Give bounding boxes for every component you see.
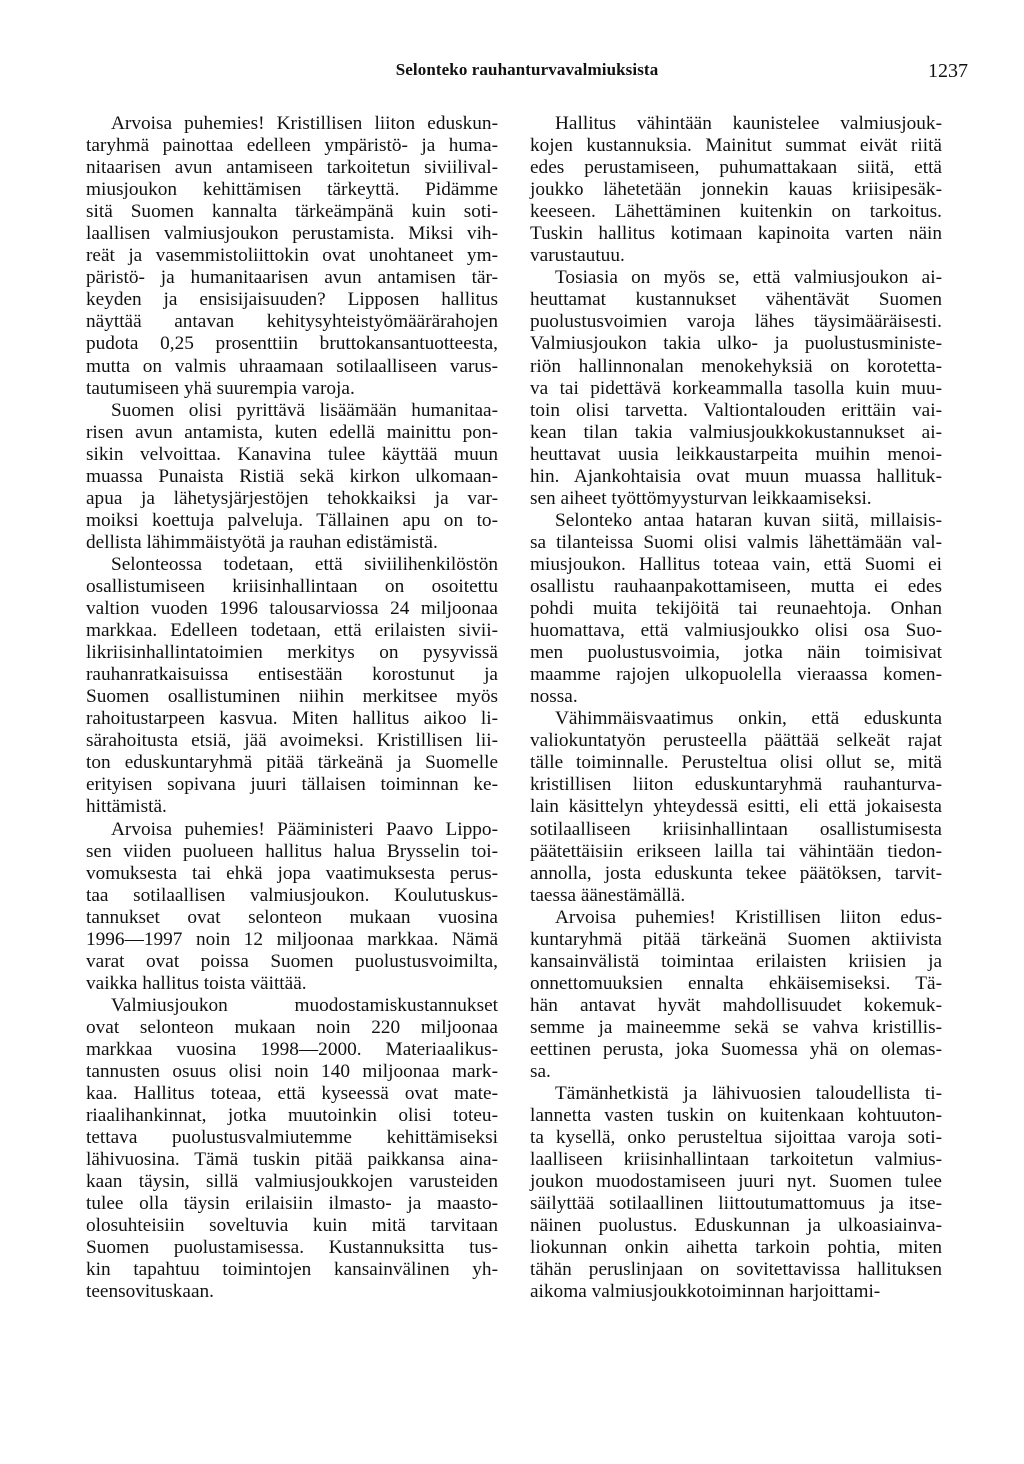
text-line: moiksi koettuja palveluja. Tällainen apu on to- xyxy=(86,509,498,531)
text-line: miusjoukon kehittämisen tärkeyttä. Pidämme xyxy=(86,179,498,201)
text-line: varat ovat poissa Suomen puolustusvoimilta, xyxy=(86,950,498,972)
text-line: sen viiden puolueen hallitus halua Brysselin toi- xyxy=(86,840,498,862)
text-line: muassa Punaista Ristiä sekä kirkon ulkomaan- xyxy=(86,465,498,487)
text-line: näinen puolustus. Eduskunnan ja ulkoasiainva- xyxy=(530,1215,942,1237)
text-line: Suomen olisi pyrittävä lisäämään humanitaa- xyxy=(111,399,498,421)
text-line: apua ja lähetysjärjestöjen tehokkaiksi ja var- xyxy=(86,487,498,509)
paragraph xyxy=(86,400,498,554)
text-line: päätettäisiin erikseen lailla tai vähintään tiedon- xyxy=(530,840,942,862)
paragraph xyxy=(530,1083,942,1303)
text-line: semme ja maineemme sekä se vahva kristillis- xyxy=(530,1016,942,1038)
text-line: dellista lähimmäistyötä ja rauhan edistämistä. xyxy=(86,531,438,553)
text-line: mutta on valmis uhraamaan sotilaalliseen varus- xyxy=(86,355,498,377)
paragraph xyxy=(530,708,942,906)
text-line: tannusten osuus olisi noin 140 miljoonaa mark- xyxy=(86,1061,498,1083)
text-line: taa sotilaallisen valmiusjoukon. Koulutuskus- xyxy=(86,884,498,906)
text-line: lain käsittelyn yhteydessä esitti, eli että jokaisesta xyxy=(530,796,942,818)
text-line: Arvoisa puhemies! Pääministeri Paavo Lippo- xyxy=(111,818,498,840)
text-line: Suomen puolustamisessa. Kustannuksitta tus- xyxy=(86,1237,498,1259)
text-line: keyden ja ensisijaisuuden? Lipposen hallitus xyxy=(86,289,498,311)
text-line: kean tilan takia valmiusjoukkokustannukset ai- xyxy=(530,421,942,443)
paragraph xyxy=(530,267,942,510)
text-line: Arvoisa puhemies! Kristillisen liiton edus- xyxy=(555,906,942,928)
text-line: Vähimmäisvaatimus onkin, että eduskunta xyxy=(555,708,942,730)
text-line: sitä Suomen kannalta tärkeämpänä kuin soti- xyxy=(86,201,498,223)
text-line: säilyttää sotilaallinen liittoutumattomuus ja itse- xyxy=(530,1193,942,1215)
left-column xyxy=(86,113,498,1304)
text-line: Tuskin hallitus kotimaan kapinoita varten näin xyxy=(530,223,942,245)
text-line: ovat selonteon mukaan noin 220 miljoonaa xyxy=(86,1016,498,1038)
text-line: vaikka hallitus toista väittää. xyxy=(86,972,307,994)
text-line: valiokuntatyön perusteella päättää selkeät rajat xyxy=(530,730,942,752)
text-line: Valmiusjoukon muodostamiskustannukset xyxy=(111,994,498,1016)
text-line: taessa äänestämällä. xyxy=(530,884,686,906)
text-line: joukon muodostamiseen juuri nyt. Suomen tulee xyxy=(530,1171,942,1193)
text-line: kaa. Hallitus toteaa, että kyseessä ovat mate- xyxy=(86,1083,498,1105)
text-line: va tai pidettävä korkeammalla tasolla kuin muu- xyxy=(530,377,942,399)
text-line: lähivuosina. Tämä tuskin pitää paikkansa aina- xyxy=(86,1149,498,1171)
text-line: kuntaryhmä pitää tärkeänä Suomen aktiivista xyxy=(530,928,942,950)
text-line: sa tilanteissa Suomi olisi valmis lähettämään val- xyxy=(530,531,942,553)
text-line: sotilaalliseen kriisinhallintaan osallistumisesta xyxy=(530,818,942,840)
text-line: olosuhteisiin soveltuvia kuin mitä tarvitaan xyxy=(86,1215,498,1237)
text-line: liokunnan onkin aihetta tarkoin pohtia, miten xyxy=(530,1237,942,1259)
text-line: sen aiheet työttömyysturvan leikkaamiseksi. xyxy=(530,487,872,509)
text-line: heuttavat uusia leikkaustarpeita muihin menoi- xyxy=(530,443,942,465)
paragraph xyxy=(86,995,498,1304)
text-line: riön hallinnonalan menokehyksiä on korotetta- xyxy=(530,355,942,377)
text-line: lannetta vasten tuskin on kuitenkaan kohtuuton- xyxy=(530,1105,942,1127)
text-line: heuttamat kustannukset vähentävät Suomen xyxy=(530,289,942,311)
text-line: markkaa vuosina 1998—2000. Materiaalikus- xyxy=(86,1038,498,1060)
text-line: osallistu rauhaanpakottamiseen, mutta ei edes xyxy=(530,575,942,597)
text-line: kaan täysin, sillä valmiusjoukkojen varusteiden xyxy=(86,1171,498,1193)
text-line: rahoitustarpeen kasvua. Miten hallitus aikoo li- xyxy=(86,708,498,730)
text-line: Selonteossa todetaan, että siviilihenkilöstön xyxy=(111,553,498,575)
text-line: osallistumiseen kriisinhallintaan on osoitettu xyxy=(86,575,498,597)
text-line: 1996—1997 noin 12 miljoonaa markkaa. Nämä xyxy=(86,928,498,950)
text-line: Selonteko antaa hataran kuvan siitä, millaisis- xyxy=(555,509,942,531)
text-line: joukko lähetetään jonnekin kauas kriisipesäk- xyxy=(530,179,942,201)
text-line: rauhanratkaisuissa entisestään korostunut ja xyxy=(86,664,498,686)
text-line: Tosiasia on myös se, että valmiusjoukon ai- xyxy=(555,267,942,289)
text-line: toin olisi tarvetta. Valtiontalouden erittäin vai- xyxy=(530,399,942,421)
text-line: reät ja vasemmistoliittokin ovat unohtaneet ym- xyxy=(86,245,498,267)
text-line: Tämänhetkistä ja lähivuosien taloudellista ti- xyxy=(555,1083,942,1105)
paragraph xyxy=(86,113,498,400)
text-line: teensovituskaan. xyxy=(86,1281,214,1303)
text-line: tälle toiminnalle. Perusteltua olisi ollut se, mitä xyxy=(530,752,942,774)
text-line: sikin velvoittaa. Kanavina tulee käyttää muun xyxy=(86,443,498,465)
text-line: valtion vuoden 1996 talousarviossa 24 miljoonaa xyxy=(86,598,498,620)
text-line: edes perustamiseen, puhumattakaan siitä, että xyxy=(530,157,942,179)
paragraph xyxy=(86,554,498,819)
right-column xyxy=(530,113,942,1304)
page-header xyxy=(86,60,968,88)
page-number: 1237 xyxy=(928,60,968,82)
text-line: särahoitusta etsiä, jää avoimeksi. Kristillisen lii- xyxy=(86,730,498,752)
text-line: keeseen. Lähettäminen kuitenkin on tarkoitus. xyxy=(530,201,942,223)
text-line: tähän peruslinjaan on sovitettavissa hallituksen xyxy=(530,1259,942,1281)
text-line: hittämistä. xyxy=(86,796,167,818)
text-line: tettava puolustusvalmiutemme kehittämiseksi xyxy=(86,1127,498,1149)
text-line: taryhmä painottaa edelleen ympäristö- ja huma- xyxy=(86,135,498,157)
text-line: riaalihankinnat, jotka muutoinkin olisi toteu- xyxy=(86,1105,498,1127)
paragraph xyxy=(530,510,942,708)
text-line: nitaarisen avun antamiseen tarkoitetun siviilival- xyxy=(86,157,498,179)
text-line: men puolustusvoimia, jotka näin toimisivat xyxy=(530,642,942,664)
text-line: varustautuu. xyxy=(530,245,625,267)
text-line: tulee olla täysin erilaisiin ilmasto- ja maasto- xyxy=(86,1193,498,1215)
text-line: kristillisen liiton eduskuntaryhmä rauhanturva- xyxy=(530,774,942,796)
text-line: laallisen valmiusjoukon perustamista. Miksi vih- xyxy=(86,223,498,245)
paragraph xyxy=(530,113,942,267)
text-line: hin. Ajankohtaisia ovat muun muassa hallituk- xyxy=(530,465,942,487)
text-line: erityisen sopivana juuri tällaisen toiminnan ke- xyxy=(86,774,498,796)
text-line: ton eduskuntaryhmä pitää tärkeänä ja Suomelle xyxy=(86,752,498,774)
text-line: annolla, josta eduskunta tekee päätöksen, tarvit- xyxy=(530,862,942,884)
text-line: pudota 0,25 prosenttiin bruttokansantuotteesta, xyxy=(86,333,498,355)
text-line: Valmiusjoukon takia ulko- ja puolustusministe- xyxy=(530,333,942,355)
text-line: pohdi muita tekijöitä tai reunaehtoja. Onhan xyxy=(530,598,942,620)
text-line: nossa. xyxy=(530,686,578,708)
text-line: maamme rajojen ulkopuolella vieraassa komen- xyxy=(530,664,942,686)
text-line: miusjoukon. Hallitus toteaa vain, että Suomi ei xyxy=(530,553,942,575)
text-line: sa. xyxy=(530,1061,551,1083)
text-line: risen avun antamista, kuten edellä mainittu pon- xyxy=(86,421,498,443)
text-line: eettinen perusta, joka Suomessa yhä on olemas- xyxy=(530,1038,942,1060)
running-title: Selonteko rauhanturvavalmiuksista xyxy=(395,60,659,79)
text-line: Arvoisa puhemies! Kristillisen liiton eduskun- xyxy=(111,113,498,134)
text-line: onnettomuuksien ennalta ehkäisemiseksi. Tä- xyxy=(530,972,942,994)
text-line: tannukset ovat selonteon mukaan vuosina xyxy=(86,906,498,928)
text-line: tautumiseen yhä suurempia varoja. xyxy=(86,377,355,399)
text-line: huomattava, että valmiusjoukko olisi osa Suo- xyxy=(530,620,942,642)
text-line: markkaa. Edelleen todetaan, että erilaisten sivii- xyxy=(86,620,498,642)
paragraph xyxy=(530,907,942,1083)
text-line: likriisinhallintatoimien merkitys on pysyvissä xyxy=(86,642,498,664)
text-line: laalliseen kriisinhallintaan tarkoitetun valmius- xyxy=(530,1149,942,1171)
text-line: kojen kustannuksia. Mainitut summat eivät riitä xyxy=(530,135,942,157)
text-line: puolustusvoimien varoja lähes täysimääräisesti. xyxy=(530,311,942,333)
text-line: Hallitus vähintään kaunistelee valmiusjouk- xyxy=(555,113,942,134)
text-line: kin tapahtuu toimintojen kansainvälinen yh- xyxy=(86,1259,498,1281)
text-line: päristö- ja humanitaarisen avun antamisen tär- xyxy=(86,267,498,289)
text-line: kansainvälistä toimintaa erilaisten kriisien ja xyxy=(530,950,942,972)
text-line: Suomen osallistuminen niihin merkitsee myös xyxy=(86,686,498,708)
paragraph xyxy=(86,819,498,995)
text-line: näyttää antavan kehitysyhteistyömäärärahojen xyxy=(86,311,498,333)
text-line: vomuksesta tai ehkä jopa vaatimuksesta perus- xyxy=(86,862,498,884)
text-line: aikoma valmiusjoukkotoiminnan harjoittami- xyxy=(530,1281,881,1303)
text-line: hän antavat hyvät mahdollisuudet kokemuk- xyxy=(530,994,942,1016)
text-line: ta kysellä, onko perusteltua sijoittaa varoja soti- xyxy=(530,1127,942,1149)
